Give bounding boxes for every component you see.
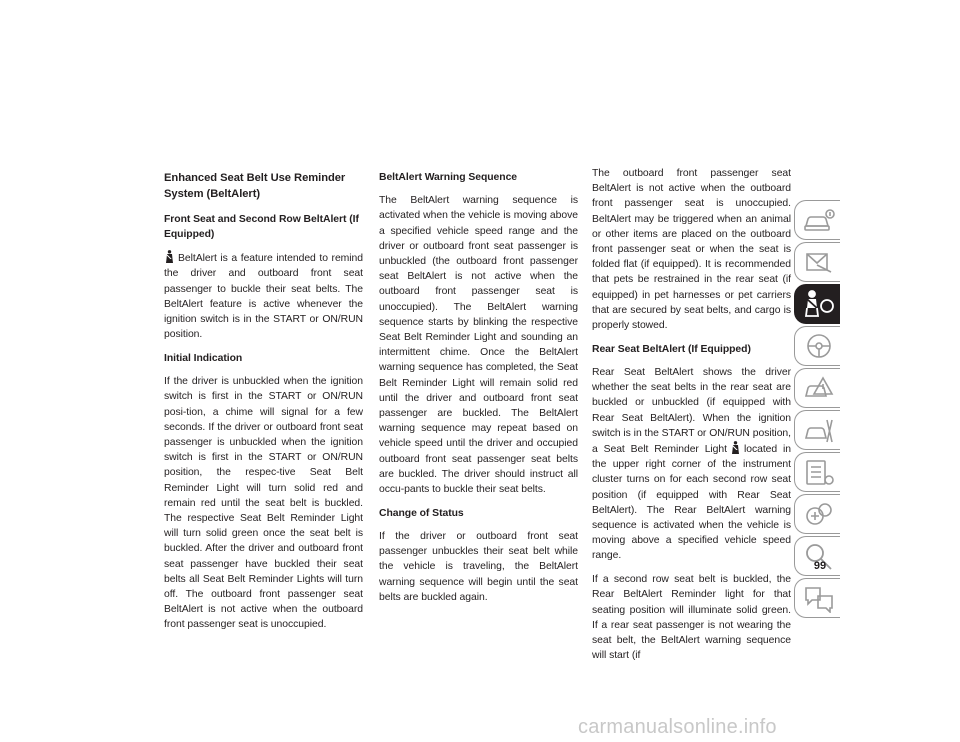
seat-belt-reminder-icon (164, 250, 175, 263)
tab-servicing[interactable] (794, 410, 840, 450)
subheading-initial-indication: Initial Indication (164, 353, 243, 365)
multilanguage-icon (803, 584, 835, 613)
maintenance-list-icon (803, 458, 835, 487)
subheading-warning-sequence: BeltAlert Warning Sequence (379, 172, 518, 183)
car-tools-icon (803, 416, 835, 445)
tab-safety[interactable] (794, 284, 840, 324)
tab-emergency[interactable] (794, 368, 840, 408)
paragraph-text: located in the upper right corner of the instrument cluster turns on for each second row seat position (if equipped with Rear Seat BeltAlert). The Rear BeltAlert warning sequence is activated when the vehicle is moving above a specified vehicle speed range. (592, 444, 791, 562)
column-left (164, 170, 363, 641)
paragraph-second-row: If a second row seat belt is buckled, the Rear BeltAlert Reminder light for that seating position will illuminate solid green. If a rear seat passenger is not wearing the seat belt, the BeltAlert warning sequence will start (if (592, 574, 791, 662)
paragraph-text: Rear Seat BeltAlert shows the driver whether the seat belts in the rear seat are buckled or unbuckled (if equipped with Rear Seat BeltAlert). When the ignition switch is in the START or ON/RUN position, a Seat Belt Reminder Light (592, 367, 791, 456)
car-info-icon (803, 206, 835, 235)
tab-keys[interactable] (794, 242, 840, 282)
specifications-icon (803, 500, 835, 529)
paragraph-change-of-status: If the driver or outboard front seat passenger unbuckles their seat belt while the vehicle is traveling, the BeltAlert warning sequence will begin until the seat belts are buckled again. (379, 531, 578, 603)
paragraph-beltalert-intro (164, 250, 363, 342)
page-number: 99 (813, 560, 827, 572)
tab-car-info[interactable] (794, 200, 840, 240)
tab-starting-operating[interactable] (794, 326, 840, 366)
paragraph-text: BeltAlert is a feature intended to remind the driver and outboard front seat passenger to buckle their seat belts. The BeltAlert feature is active whenever the ignition switch is in the START or ON/RUN position. (164, 253, 363, 341)
paragraph-initial-indication: If the driver is unbuckled when the ignition switch is first in the START or ON/RUN posi-tion, a chime will signal for a few seconds. If the driver or outboard front seat passenger is unbuckled when the ignition switch is first in the START or ON/RUN position, the respec-tive Seat Belt Reminder Light will turn solid red and remain red until the seat belt is buckled. The respective Seat Belt Reminder Light will turn solid green once the seat belt is buckled. After the driver and outboard front seat passenger have buckled their seat belts all Seat Belt Reminder Lights will turn off. The outboard front passenger seat BeltAlert is not active when the outboard front passenger seat is unoccupied. (164, 376, 363, 631)
seat-belt-airbag-icon (803, 290, 835, 319)
subheading-rear-seat: Rear Seat BeltAlert (If Equipped) (592, 343, 751, 355)
column-right (592, 166, 791, 672)
paragraph-warning-sequence: The BeltAlert warning sequence is activated when the vehicle is moving above a specified vehicle speed range and the driver or outboard front seat passenger is unbuckled (the outboard front passenger seat BeltAlert is not active when the outboard front passenger seat is unoccupied). The BeltAlert warning sequence starts by blinking the respective Seat Belt Reminder Light and sounding an intermittent chime. Once the BeltAlert warning sequence has completed, the Seat Belt Reminder Light will remain solid red until the driver and outboard front seat passenger are buckled. The BeltAlert warning sequence may repeat based on vehicle speed until the driver and occupied outboard front seat passenger seat belts are buckled. The driver should instruct all occu-pants to buckle their seat belts. (379, 195, 578, 496)
subheading-change-of-status: Change of Status (379, 507, 464, 519)
tab-specifications[interactable] (794, 494, 840, 534)
column-middle (379, 170, 578, 614)
watermark: carmanualsonline.info (578, 716, 777, 738)
seat-belt-reminder-icon (730, 441, 741, 454)
warning-car-icon (803, 374, 835, 403)
tab-multilanguage[interactable] (794, 578, 840, 618)
paragraph-rear-seat (592, 365, 791, 564)
paragraph-outboard-passenger: The outboard front passenger seat BeltAlert is not active when the outboard front passenger seat is unoccupied. BeltAlert may be triggered when an animal or other items are placed on the outboard front passenger seat or when the seat is folded flat (if equipped). It is recommended that pets be restrained in the rear seat (if equipped) in pet harnesses or pet carriers that are secured by seat belts, and cargo is properly stowed. (592, 168, 791, 332)
steering-wheel-icon (803, 332, 835, 361)
tab-maintenance[interactable] (794, 452, 840, 492)
car-keys-icon (803, 248, 835, 277)
subheading-front-seat: Front Seat and Second Row BeltAlert (If Equipped) (164, 213, 359, 241)
section-heading: Enhanced Seat Belt Use Reminder System (BeltAlert) (164, 172, 346, 201)
